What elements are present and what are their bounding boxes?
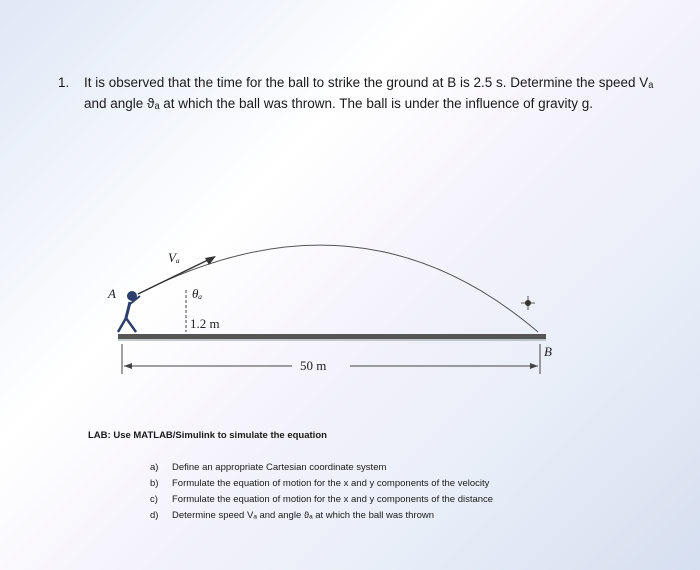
ball-icon [521, 296, 535, 310]
distance-label: 50 m [300, 358, 327, 373]
angle-label: θₐ [192, 286, 203, 301]
height-label: 1.2 m [190, 316, 220, 331]
dimension-arrow-right [530, 363, 538, 369]
point-a-label: A [108, 286, 116, 301]
task-text: Formulate the equation of motion for the x and y components of the distance [172, 494, 494, 505]
task-letter: b) [150, 478, 159, 489]
task-text: Formulate the equation of motion for the x and y components of the velocity [172, 478, 490, 489]
dimension-arrow-left [124, 363, 132, 369]
task-b [150, 476, 493, 492]
problem-number: 1. [58, 75, 70, 90]
task-c [150, 492, 493, 508]
lab-heading: LAB: Use MATLAB/Simulink to simulate the equation [88, 430, 327, 441]
problem-text: It is observed that the time for the ball to strike the ground at B is 2.5 s. Determine the speed Vₐ and angle ϑₐ at which the ball was thrown. The ball is under the influence of gravity g. [84, 75, 654, 111]
task-a [150, 460, 493, 476]
velocity-label: Vₐ [168, 250, 180, 265]
task-text: Determine speed Vₐ and angle ϑₐ at which the ball was thrown [172, 510, 435, 521]
ground-line [118, 334, 546, 339]
task-text: Define an appropriate Cartesian coordinate system [172, 462, 387, 473]
task-list [150, 460, 493, 524]
task-letter: c) [150, 494, 158, 505]
thrower-icon [118, 291, 140, 332]
task-letter: d) [150, 510, 159, 521]
task-letter: a) [150, 462, 159, 473]
task-d [150, 508, 493, 524]
point-b-label: B [544, 344, 552, 359]
